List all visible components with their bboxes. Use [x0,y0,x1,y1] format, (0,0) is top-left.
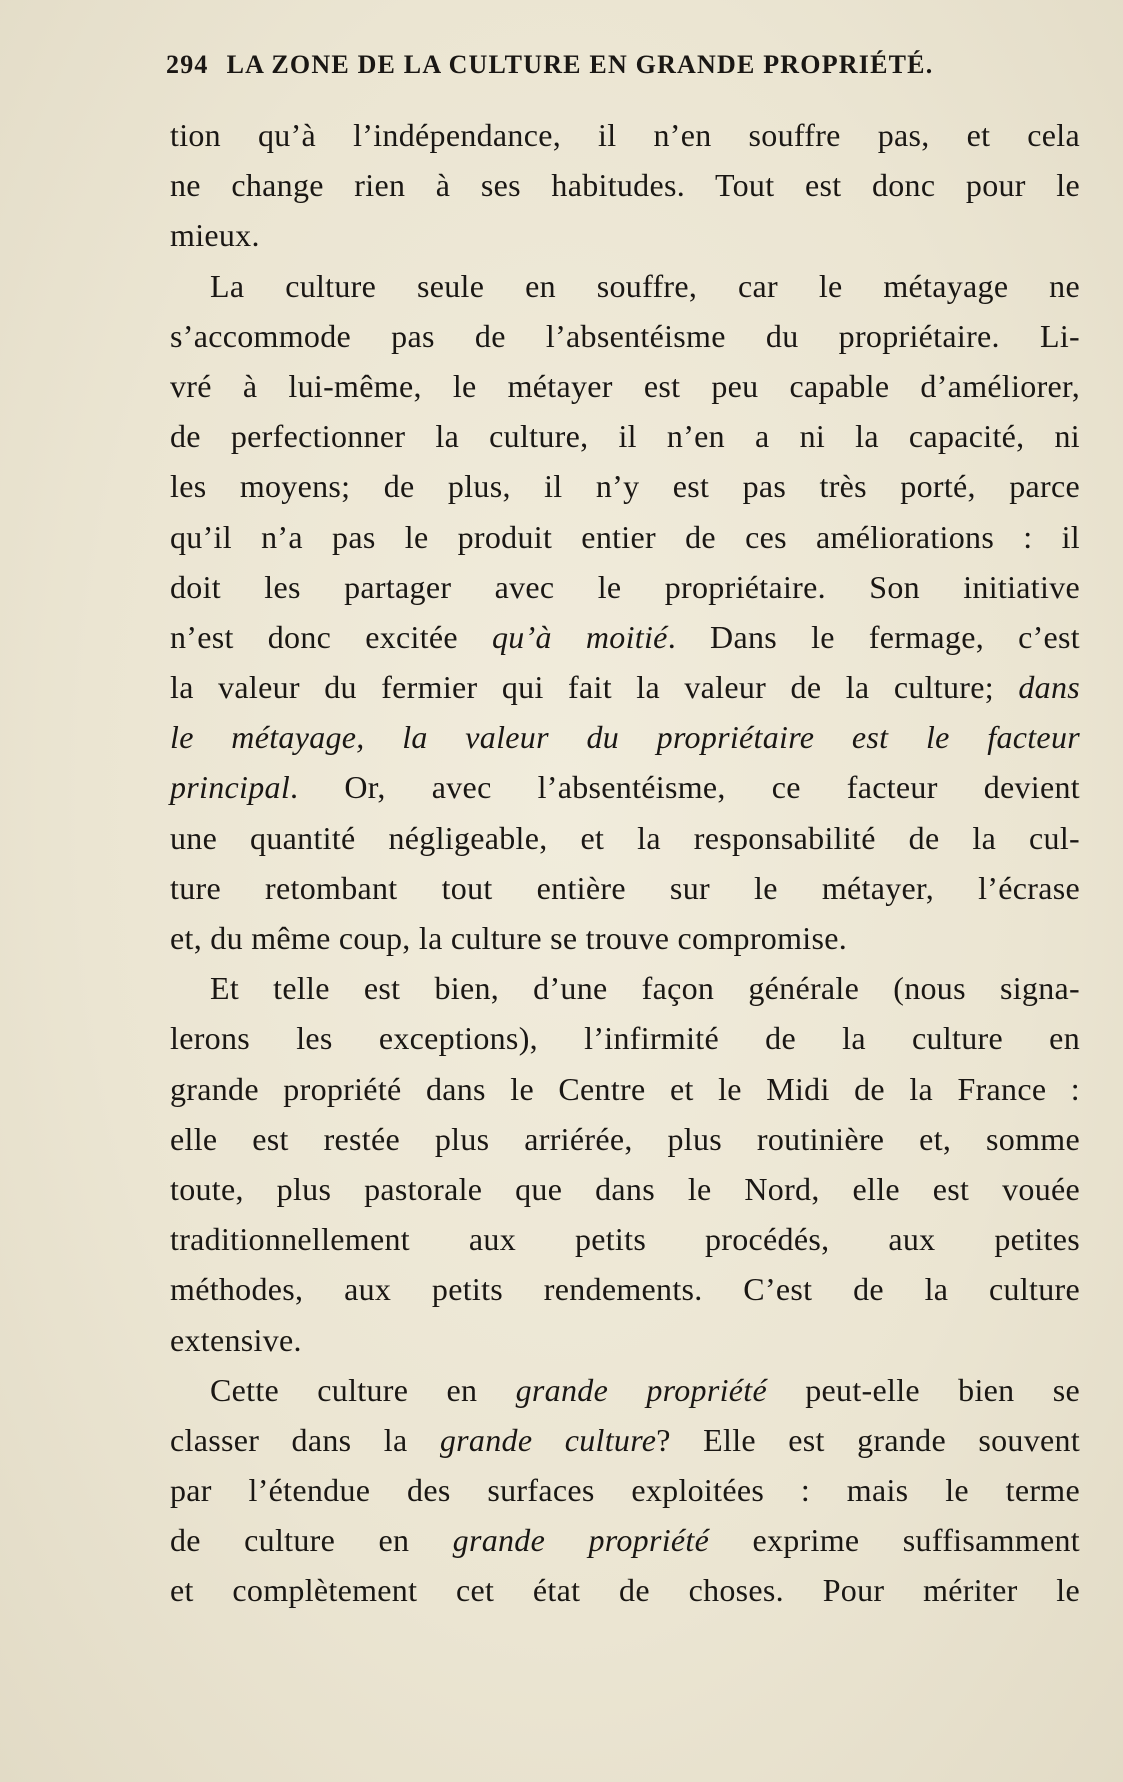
text-segment: traditionnellement aux petits procédés, aux petites [170,1221,1080,1258]
text-line [170,411,1080,461]
text-segment: La culture seule en souffre, car le métayage ne [210,267,1080,304]
text-segment: . Or, avec l’absentéisme, ce facteur devient [290,769,1080,806]
text-segment: elle est restée plus arriérée, plus routinière et, somme [170,1120,1080,1157]
text-segment: toute, plus pastorale que dans le Nord, elle est vouée [170,1170,1080,1207]
text-segment: ? Elle est grande souvent [656,1421,1081,1458]
italic-text: grande culture [439,1421,657,1458]
text-line [170,1064,1080,1114]
text-line [170,1565,1080,1615]
text-segment: Et telle est bien, d’une façon générale (nous signa- [210,970,1080,1007]
text-line [170,813,1080,863]
text-segment: et, du même coup, la culture se trouve compromise. [170,920,848,956]
text-segment: extensive. [170,1321,302,1358]
italic-text: grande propriété [515,1371,767,1408]
text-line [170,261,1080,311]
text-line [170,311,1080,361]
text-line [170,1214,1080,1264]
text-line [170,1164,1080,1214]
running-title: LA ZONE DE LA CULTURE EN GRANDE PROPRIÉTÉ. [226,50,934,79]
text-segment: lerons les exceptions), l’infirmité de la culture en [170,1020,1080,1057]
italic-text: dans [1018,669,1080,706]
text-line [170,1465,1080,1515]
page-number: 294 [166,50,209,79]
text-line [170,461,1080,511]
text-line [170,1515,1080,1565]
text-line [170,863,1080,913]
text-segment: une quantité négligeable, et la responsabilité de la cul- [170,819,1080,856]
text-line [170,562,1080,612]
text-segment: Cette culture en [210,1371,516,1408]
text-segment: vré à lui-même, le métayer est peu capable d’améliorer, [170,367,1080,404]
text-segment: grande propriété dans le Centre et le Midi de la France : [170,1070,1080,1107]
text-line [170,612,1080,662]
text-segment: par l’étendue des surfaces exploitées : mais le terme [170,1472,1080,1509]
text-segment: qu’il n’a pas le produit entier de ces améliorations : il [170,518,1080,555]
italic-text: grande propriété [452,1522,710,1559]
text-segment: ture retombant tout entière sur le métayer, l’écrase [170,869,1080,906]
text-segment: tion qu’à l’indépendance, il n’en souffre pas, et cela [170,117,1080,153]
text-line [170,361,1080,411]
text-segment: classer dans la [170,1421,440,1458]
text-segment: de culture en [170,1522,453,1559]
text-segment: ne change rien à ses habitudes. Tout est donc pour le [170,167,1080,204]
text-line [170,110,1080,160]
text-line [170,913,1080,963]
text-segment: mieux. [170,217,260,254]
text-line [170,160,1080,210]
text-line [170,1264,1080,1314]
text-segment: et complètement cet état de choses. Pour mériter le [170,1572,1080,1609]
text-segment: peut-elle bien se [766,1371,1080,1408]
text-line [170,762,1080,812]
text-line [170,1365,1080,1415]
text-line [170,512,1080,562]
text-line [170,1114,1080,1164]
text-line [170,963,1080,1013]
text-segment: de perfectionner la culture, il n’en a ni la capacité, ni [170,418,1080,455]
body-text [170,110,1080,1616]
text-segment: s’accommode pas de l’absentéisme du propriétaire. Li- [170,317,1080,354]
text-line [170,1013,1080,1063]
text-segment: la valeur du fermier qui fait la valeur de la culture; [170,669,1019,706]
text-segment: n’est donc excitée [170,618,492,655]
text-segment: . Dans le fermage, c’est [667,618,1080,655]
text-segment: méthodes, aux petits rendements. C’est de la culture [170,1271,1080,1308]
text-segment: doit les partager avec le propriétaire. Son initiative [170,568,1080,605]
page-header [166,50,1046,90]
text-segment: exprime suffisamment [709,1522,1080,1559]
italic-text: qu’à moitié [491,618,668,655]
text-line [170,210,1080,260]
text-line [170,662,1080,712]
text-line [170,1415,1080,1465]
italic-text: le métayage, la valeur du propriétaire est le facteur [170,719,1080,756]
text-line [170,1315,1080,1365]
text-line [170,712,1080,762]
text-segment: les moyens; de plus, il n’y est pas très porté, parce [170,468,1080,505]
italic-text: principal [170,769,291,806]
